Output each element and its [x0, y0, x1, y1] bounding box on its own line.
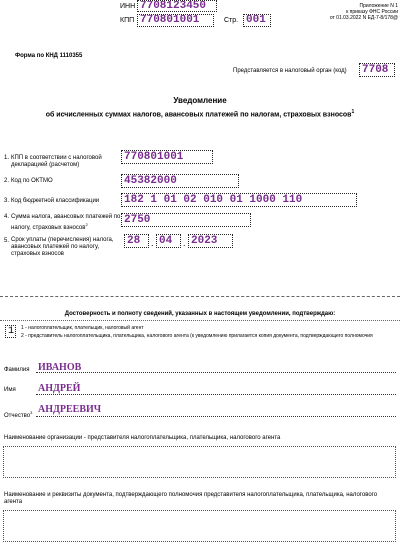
patronymic-underline [36, 416, 396, 417]
field2-label: Код по ОКТМО [11, 178, 53, 184]
doc-label: Наименование и реквизиты документа, подтверждающего полномочия представителя налогоплательщика, плательщика, налогового агента [4, 492, 378, 505]
signer-option-2: 2 - представитель налогоплательщика, плательщика, налогового агента (к уведомлению прилагается копия документа, подтверждающего полномочия [21, 333, 373, 339]
field4-sup: 2 [85, 222, 88, 227]
page-value[interactable]: 001 [243, 14, 271, 27]
inn-label: ИНН [120, 3, 136, 10]
field4-num: 4. [4, 214, 10, 220]
field5-day-value[interactable]: 28 [124, 234, 149, 248]
patronymic-value[interactable]: АНДРЕЕВИЧ [38, 404, 102, 415]
appendix-line1: Приложение N 1 [359, 3, 398, 9]
name-value[interactable]: АНДРЕЙ [38, 383, 81, 394]
appendix-line2: к приказу ФНС России [346, 9, 398, 15]
field2-num: 2. [4, 178, 10, 184]
field2-oktmo-value[interactable]: 45382000 [121, 174, 239, 188]
date-separator-2: . [183, 238, 186, 248]
field4-label [11, 214, 123, 232]
surname-value[interactable]: ИВАНОВ [38, 362, 82, 373]
field3-label: Код бюджетной классификации [11, 198, 100, 204]
field5-num: 5. [4, 238, 10, 244]
doc-input-area[interactable] [3, 510, 396, 542]
field1-num: 1. [4, 155, 10, 161]
field5-month-value[interactable]: 04 [156, 234, 181, 248]
field3-num: 3. [4, 198, 10, 204]
appendix-line3: от 01.03.2022 N ЕД-7-8/178@ [329, 15, 398, 21]
field1-kpp-value[interactable]: 770801001 [121, 150, 213, 164]
form-subtitle-sup: 1 [351, 109, 355, 115]
authority-label: Представляется в налоговый орган (код) [233, 68, 347, 74]
form-subtitle-text: об исчисленных суммах налогов, авансовых платежей по налогам, страховых взносов [45, 111, 352, 119]
authority-code[interactable]: 7708 [359, 63, 395, 77]
inn-value[interactable]: 7708123450 [137, 0, 217, 12]
field5-year-value[interactable]: 2023 [188, 234, 233, 248]
patronymic-label-text: Отчество [4, 413, 31, 419]
form-title: Уведомление [173, 96, 227, 105]
appendix-note [314, 3, 398, 21]
signature-heading: Достоверность и полноту сведений, указанных в настоящем уведомлении, подтверждаю: [64, 311, 336, 317]
section-divider [0, 296, 400, 297]
signer-type-box[interactable]: 1 [5, 325, 16, 338]
field1-label: КПП в соответствии с налоговой декларацией (расчетом) [11, 155, 102, 168]
page-label: Стр. [224, 17, 239, 24]
surname-underline [36, 372, 396, 373]
field4-label-text: Сумма налога, авансовых платежей по налогу, страховых взносов [11, 214, 121, 231]
signature-heading-line [0, 320, 400, 321]
field3-kbk-value[interactable]: 182 1 01 02 010 01 1000 110 [121, 193, 357, 207]
org-label: Наименование организации - представителя налогоплательщика, плательщика, налогового агента [4, 435, 281, 441]
patronymic-label [4, 409, 32, 420]
form-subtitle [0, 108, 400, 119]
signer-option-1: 1 - налогоплательщик, плательщик, налоговый агент [21, 325, 144, 331]
kpp-label: КПП [120, 17, 135, 24]
knd-label: Форма по КНД 1110355 [15, 53, 83, 59]
org-input-area[interactable] [3, 446, 396, 478]
kpp-value[interactable]: 770801001 [137, 14, 214, 27]
field5-label: Срок уплаты (перечисления) налога, авансовых платежей по налогу, страховых взносов [11, 237, 114, 257]
surname-label: Фамилия [4, 367, 30, 373]
date-separator-1: . [151, 238, 154, 248]
name-label: Имя [4, 387, 16, 393]
name-underline [36, 394, 396, 395]
patronymic-sup: 3 [30, 410, 33, 415]
field4-sum-value[interactable]: 2750 [121, 213, 251, 227]
